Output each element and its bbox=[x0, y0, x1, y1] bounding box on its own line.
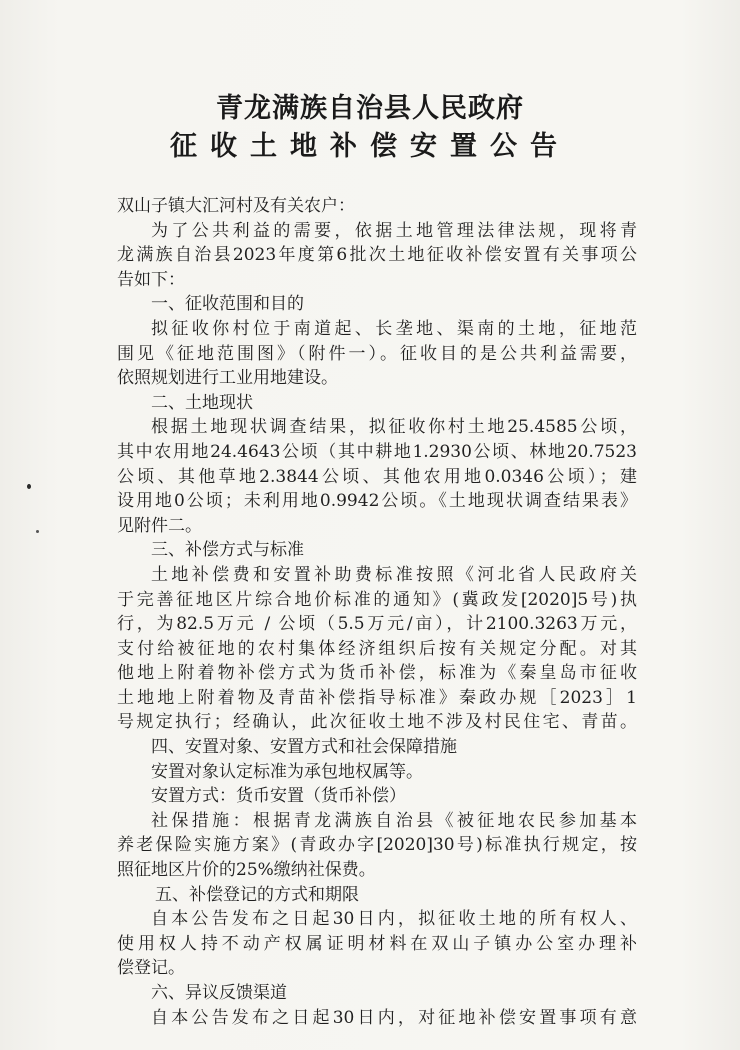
paragraph-line: 于完善征地区片综合地价标准的通知》(冀政发[2020]5号)执 bbox=[117, 589, 637, 610]
paragraph-line: 根据土地现状调查结果，拟征收你村土地25.4585公顷， bbox=[151, 417, 637, 438]
paragraph-line: 号规定执行；经确认，此次征收土地不涉及村民住宅、青苗。 bbox=[117, 712, 637, 733]
document-body bbox=[117, 194, 637, 1030]
paragraph-line: 四、安置对象、安置方式和社会保障措施 bbox=[151, 737, 457, 758]
paragraph-line: 为了公共利益的需要，依据土地管理法律法规，现将青 bbox=[151, 220, 637, 241]
paragraph-line: 见附件二。 bbox=[117, 515, 202, 536]
paragraph-line: 土地地上附着物及青苗补偿指导标准》秦政办规［2023］1 bbox=[117, 687, 637, 708]
document-subtitle: 征收土地补偿安置公告 bbox=[170, 131, 570, 162]
paragraph-line: 围见《征地范围图》（附件一）。征收目的是公共利益需要， bbox=[117, 343, 637, 364]
paragraph-line: 自本公告发布之日起30日内，对征地补偿安置事项有意 bbox=[151, 1007, 637, 1028]
paragraph-line: 土地补偿费和安置补助费标准按照《河北省人民政府关 bbox=[151, 564, 637, 585]
paragraph-line: 安置方式：货币安置（货币补偿） bbox=[151, 786, 406, 807]
paragraph-line: 偿登记。 bbox=[117, 958, 185, 979]
paragraph-line: 双山子镇大汇河村及有关农户： bbox=[117, 196, 355, 216]
paragraph-line: 一、征收范围和目的 bbox=[151, 294, 304, 315]
paragraph-line: 照征地区片价的25%缴纳社保费。 bbox=[117, 860, 376, 881]
scan-speck bbox=[27, 484, 31, 489]
scan-speck bbox=[36, 530, 39, 533]
paragraph-line: 使用权人持不动产权属证明材料在双山子镇办公室办理补 bbox=[117, 933, 637, 954]
paragraph-line: 行，为82.5万元 / 公顷（5.5万元/亩），计2100.3263万元， bbox=[117, 614, 637, 635]
paragraph-line: 支付给被征地的农村集体经济组织后按有关规定分配。对其 bbox=[117, 638, 637, 659]
paragraph-line: 安置对象认定标准为承包地权属等。 bbox=[151, 761, 423, 782]
paragraph-line: 自本公告发布之日起30日内，拟征收土地的所有权人、 bbox=[151, 909, 637, 930]
paragraph-line: 公顷、其他草地2.3844公顷、其他农用地0.0346公顷）；建 bbox=[117, 466, 637, 487]
paragraph-line: 告如下： bbox=[117, 269, 185, 290]
paragraph-line: 龙满族自治县2023年度第6批次土地征收补偿安置有关事项公 bbox=[117, 245, 637, 266]
paragraph-line: 设用地0公顷；未利用地0.9942公顷。《土地现状调查结果表》 bbox=[117, 491, 637, 512]
paragraph-line: 他地上附着物补偿方式为货币补偿，标准为《秦皇岛市征收 bbox=[117, 663, 637, 684]
paragraph-line: 六、异议反馈渠道 bbox=[151, 983, 287, 1003]
paragraph-line: 养老保险实施方案》(青政办字[2020]30号)标准执行规定，按 bbox=[117, 835, 637, 856]
paragraph-line: 社保措施：根据青龙满族自治县《被征地农民参加基本 bbox=[151, 810, 637, 831]
paragraph-line: 二、土地现状 bbox=[151, 392, 253, 413]
paragraph-line: 三、补偿方式与标准 bbox=[151, 540, 304, 561]
paragraph-line: 五、补偿登记的方式和期限 bbox=[155, 884, 359, 905]
document-title: 青龙满族自治县人民政府 bbox=[216, 93, 524, 124]
paragraph-line: 依照规划进行工业用地建设。 bbox=[117, 368, 338, 389]
paragraph-line: 其中农用地24.4643公顷（其中耕地1.2930公顷、林地20.7523 bbox=[117, 441, 637, 462]
paragraph-line: 拟征收你村位于南道起、长垄地、渠南的土地，征地范 bbox=[151, 318, 637, 339]
